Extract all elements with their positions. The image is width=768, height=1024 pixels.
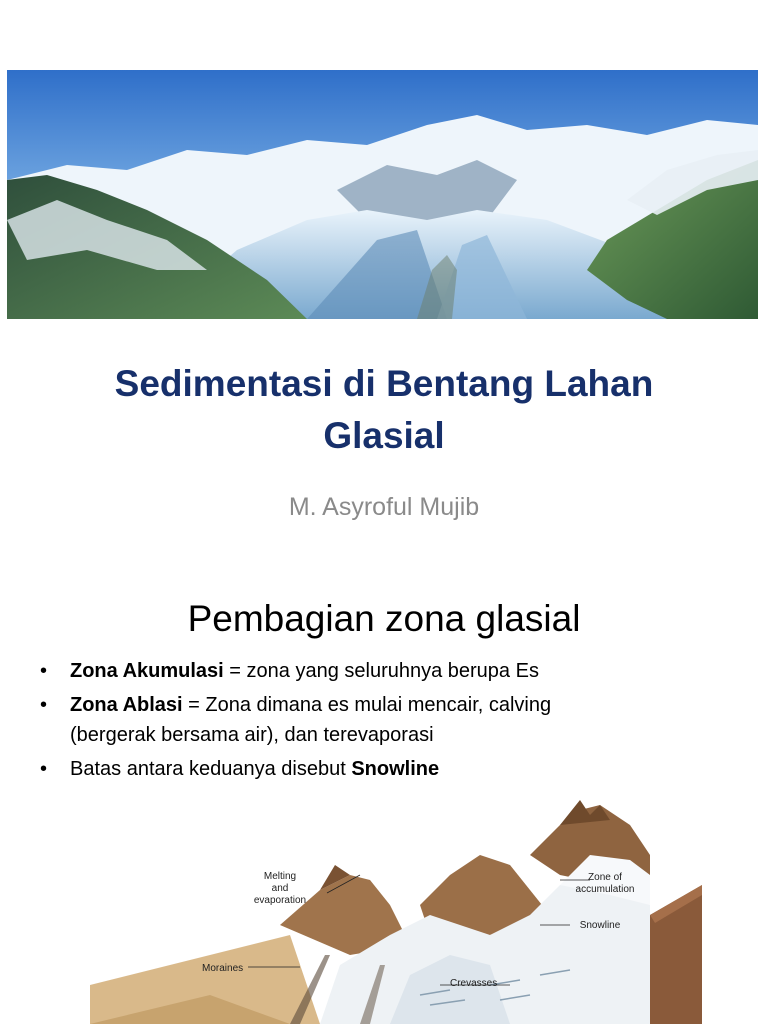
bullet-item [40, 690, 740, 750]
label-crevasses: Crevasses [450, 978, 498, 989]
glacier-banner-image [7, 70, 758, 319]
bullet-text: = zona yang seluruhnya berupa Es [223, 660, 539, 682]
label-snowline: Snowline [579, 920, 621, 931]
bullet-text: Batas antara keduanya disebut [70, 758, 352, 780]
bullet-bold-term: Zona Ablasi [70, 694, 183, 716]
presentation-title [0, 358, 768, 462]
bullet-dot: • [40, 660, 48, 682]
glacier-zone-diagram [90, 795, 702, 1024]
bullet-item [40, 656, 740, 686]
label-zone-2: accumulation [575, 884, 635, 895]
label-zone-1: Zone of [588, 872, 622, 883]
label-moraines: Moraines [202, 963, 244, 974]
author-name: M. Asyroful Mujib [288, 493, 480, 521]
bullet-text-continued: (bergerak bersama air), dan terevaporasi [70, 724, 434, 746]
bullet-bold-term: Snowline [351, 758, 440, 780]
label-melting-3: evaporation [253, 895, 307, 906]
bullet-bold-term: Zona Akumulasi [70, 660, 224, 682]
label-melting-2: and [271, 883, 289, 894]
bullet-list [40, 656, 740, 788]
title-line-2: Glasial [323, 415, 445, 456]
bullet-dot: • [40, 694, 48, 716]
slide-heading: Pembagian zona glasial [187, 598, 581, 639]
label-melting-1: Melting [263, 871, 297, 882]
title-line-1: Sedimentasi di Bentang Lahan [114, 363, 654, 404]
bullet-item [40, 754, 740, 784]
bullet-text: = Zona dimana es mulai mencair, calving [182, 694, 552, 716]
bullet-dot: • [40, 758, 48, 780]
